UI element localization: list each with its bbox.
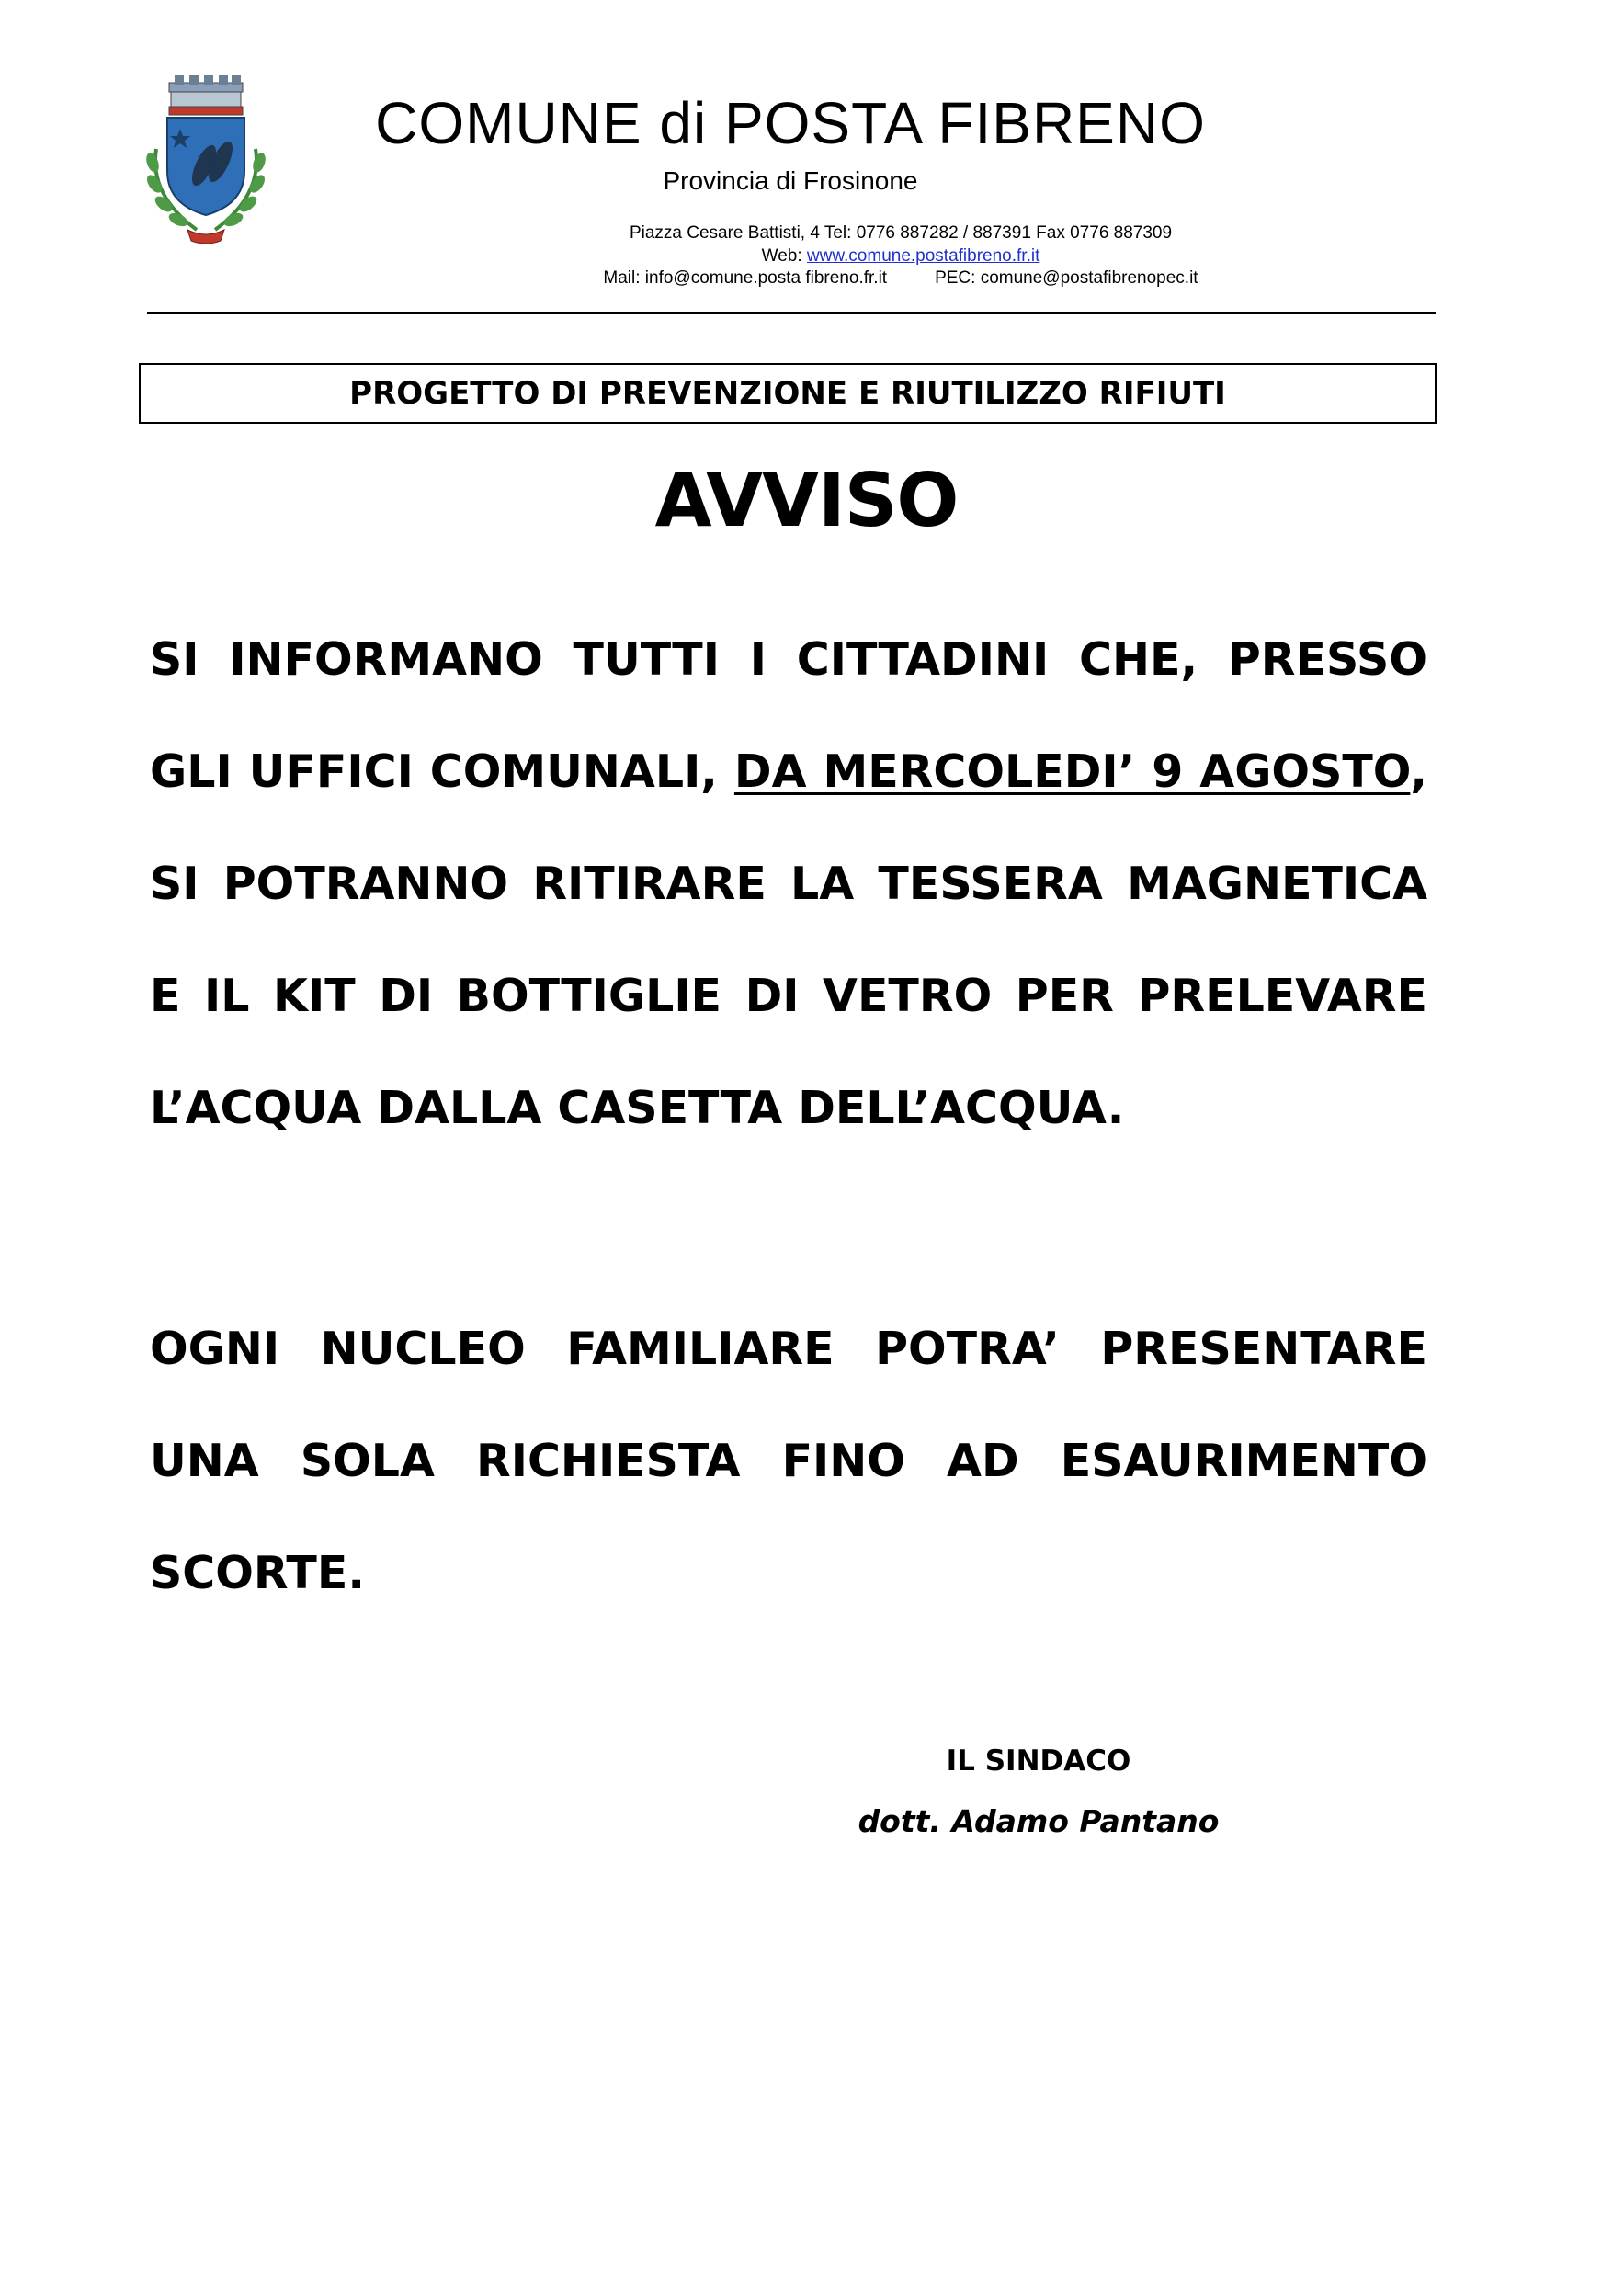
web-line (441, 247, 1360, 265)
contact-line (441, 269, 1360, 287)
municipality-title: COMUNE di POSTA FIBRENO (375, 90, 1206, 156)
address-line: Piazza Cesare Battisti, 4 Tel: 0776 887282 / 887391 Fax 0776 887309 (629, 223, 1173, 243)
notice-title: AVVISO (654, 458, 959, 543)
paragraph-1-intro: SI INFORMANO TUTTI I CITTADINI CHE, PRESSO GLI UFFICI COMUNALI, (150, 633, 1427, 798)
header-divider (147, 312, 1436, 314)
project-title: PROGETTO DI PREVENZIONE E RIUTILIZZO RIFIUTI (349, 375, 1226, 412)
collection-date: DA MERCOLEDI’ 9 AGOSTO (733, 745, 1411, 798)
pec-address: PEC: comune@postafibrenopec.it (935, 268, 1198, 288)
province-name: Provincia di Frosinone (663, 166, 918, 195)
signature-name: dott. Adamo Pantano (858, 1803, 1220, 1839)
mail-address: Mail: info@comune.posta fibreno.fr.it (603, 268, 888, 288)
website-link[interactable]: www.comune.postafibreno.fr.it (806, 246, 1040, 266)
notice-paragraph-1 (150, 604, 1427, 1165)
project-title-box (139, 363, 1437, 424)
web-label: Web: (761, 246, 802, 266)
paragraph-1-details: , SI POTRANNO RITIRARE LA TESSERA MAGNETICA E IL KIT DI BOTTIGLIE DI VETRO PER PRELEVARE L’ACQUA DALLA CASETTA DELL’ACQUA. (150, 745, 1427, 1134)
signature-role: IL SINDACO (946, 1745, 1131, 1778)
notice-paragraph-2: OGNI NUCLEO FAMILIARE POTRA’ PRESENTARE UNA SOLA RICHIESTA FINO AD ESAURIMENTO SCORTE. (150, 1323, 1427, 1599)
municipal-crest-icon (132, 75, 279, 250)
